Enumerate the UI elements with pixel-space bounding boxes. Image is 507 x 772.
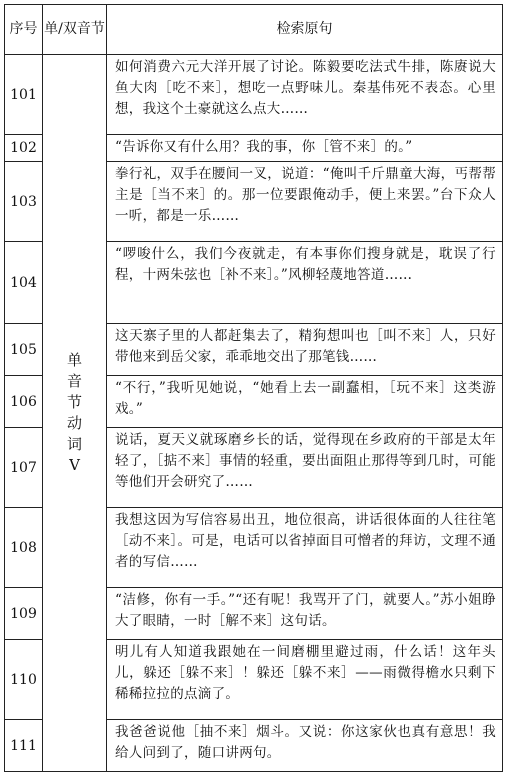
row-number: 105: [5, 324, 43, 376]
category-cell: [43, 55, 107, 772]
header-category: 单/双音节: [43, 5, 107, 55]
row-number: 101: [5, 55, 43, 135]
source-sentence: 我想这因为写信容易出丑，地位很高，讲话很体面的人往往笔［动不来］。可是，电话可以省掉面目可憎者的拜访，文理不通者的写信……: [107, 508, 503, 588]
source-sentence: “不行，”我听见她说，“她看上去一副蠢相，［玩不来］这类游戏。”: [107, 376, 503, 428]
table-row: [5, 55, 503, 135]
row-number: 106: [5, 376, 43, 428]
row-number: 111: [5, 720, 43, 772]
header-index: 序号: [5, 5, 43, 55]
table-header-row: [5, 5, 503, 55]
category-char: V: [69, 456, 80, 474]
category-char: 单: [66, 351, 82, 369]
category-char: 动: [66, 414, 82, 432]
corpus-table: [4, 4, 503, 772]
source-sentence: 如何消费六元大洋开展了讨论。陈毅要吃法式牛排，陈赓说大鱼大肉［吃不来］，想吃一点野味儿。秦基伟死不表态。心里想，我这个土豪就这么点大……: [107, 55, 503, 135]
source-sentence: 明儿有人知道我跟她在一间磨棚里避过雨，什么话！这年头儿，躲还［躲不来］！躲还［躲不来］——雨微得檐水只剩下稀稀拉拉的点滴了。: [107, 640, 503, 720]
header-source: 检索原句: [107, 5, 503, 55]
source-sentence: “告诉你又有什么用？我的事，你［管不来］的。”: [107, 135, 503, 162]
row-number: 107: [5, 428, 43, 508]
row-number: 102: [5, 135, 43, 162]
category-char: 音: [66, 372, 82, 390]
row-number: 110: [5, 640, 43, 720]
source-sentence: 说话，夏天义就琢磨乡长的话，觉得现在乡政府的干部是太年轻了，［掂不来］事情的轻重，要出面阻止那得等到几时，可能等他们开会研究了……: [107, 428, 503, 508]
category-char: 词: [66, 435, 82, 453]
source-sentence: 我爸爸说他［抽不来］烟斗。又说：你这家伙也真有意思！我给人问到了，随口讲两句。: [107, 720, 503, 772]
source-sentence: “洁修，你有一手。”“还有呢！我骂开了门，就要人。”苏小姐睁大了眼睛，一时［解不来］这句话。: [107, 588, 503, 640]
row-number: 103: [5, 162, 43, 242]
source-sentence: “啰唆什么，我们今夜就走，有本事你们搜身就是，耽误了行程，十两朱弦也［补不来］。”风柳轻蔑地答道……: [107, 242, 503, 324]
row-number: 109: [5, 588, 43, 640]
source-sentence: 拳行礼，双手在腰间一叉，说道：“俺叫千斤鼎童大海，丐帮帮主是［当不来］的。那一位要跟俺动手，便上来罢。”台下众人一听，都是一乐……: [107, 162, 503, 242]
row-number: 104: [5, 242, 43, 324]
source-sentence: 这天寨子里的人都赶集去了，精狗想叫也［叫不来］人，只好带他来到岳父家，乖乖地交出了那笔钱……: [107, 324, 503, 376]
row-number: 108: [5, 508, 43, 588]
category-char: 节: [66, 393, 82, 411]
